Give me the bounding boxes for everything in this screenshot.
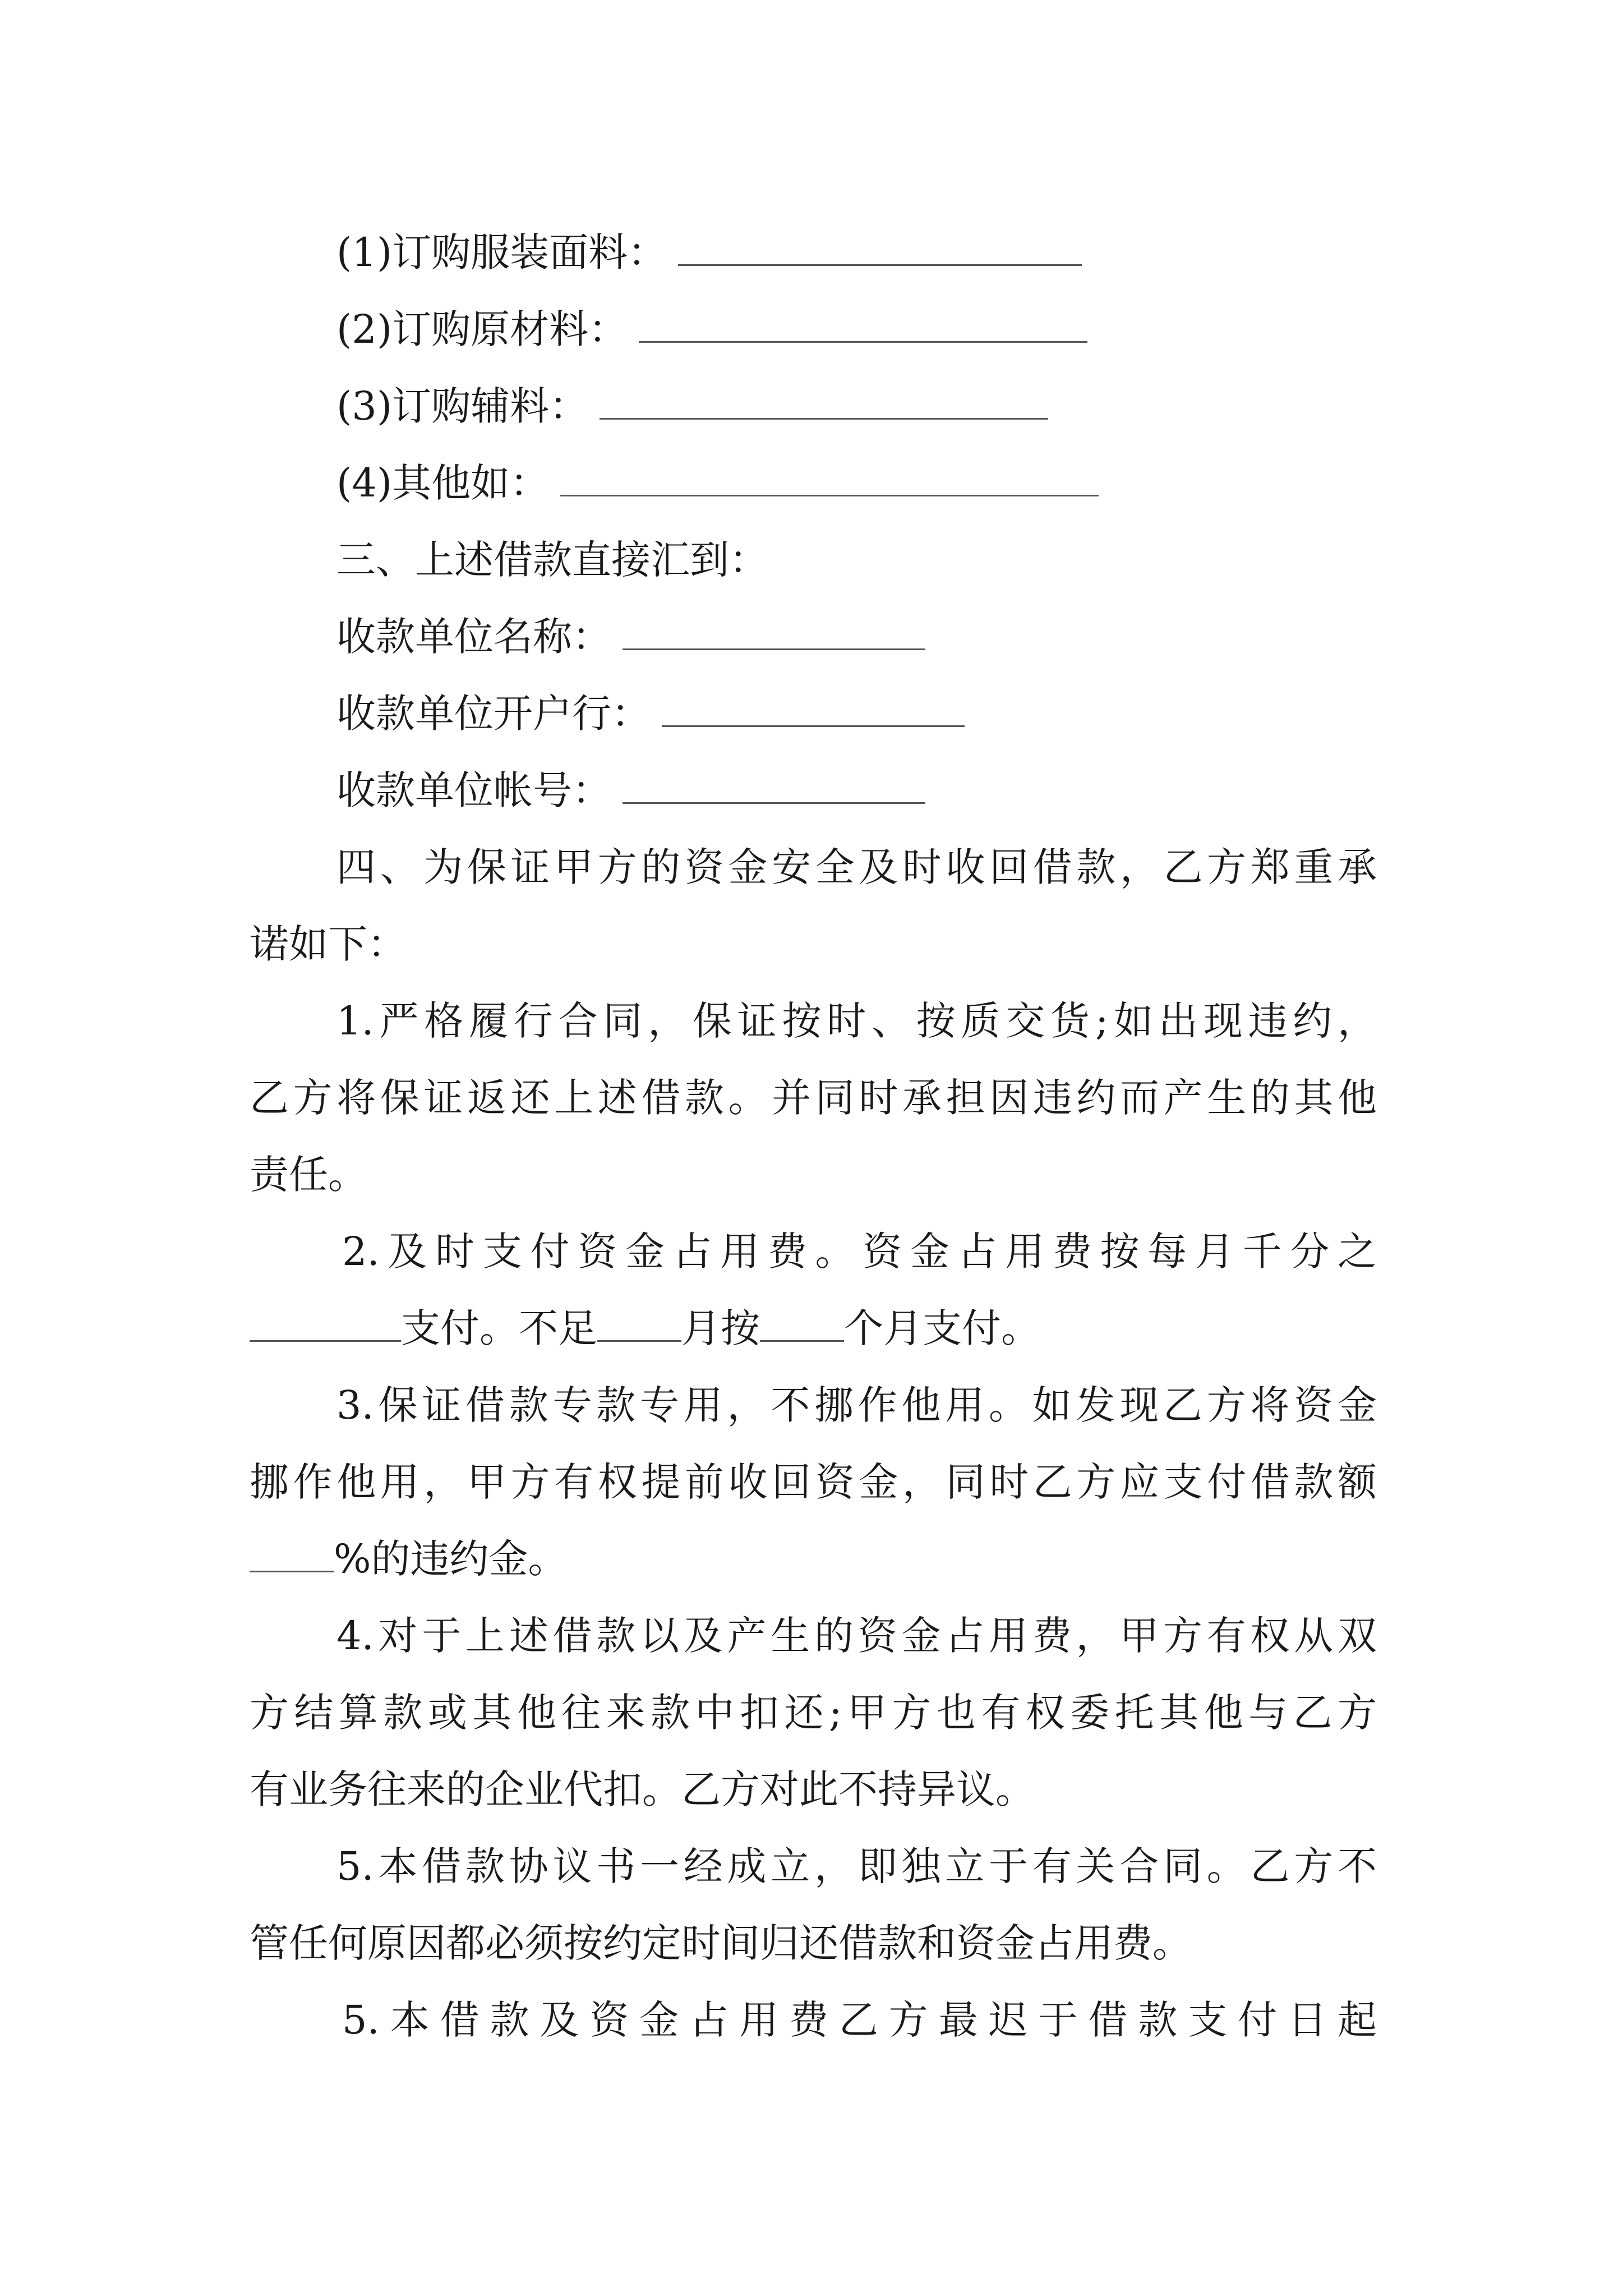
para4-line3: 有业务往来的企业代扣。乙方对此不持异议。 bbox=[250, 1766, 1035, 1812]
payee-name bbox=[336, 609, 925, 665]
section4-intro-line1: 四、为保证甲方的资金安全及时收回借款，乙方郑重承 bbox=[336, 844, 1377, 890]
penalty-percent-blank bbox=[250, 1531, 334, 1572]
payee-bank-blank bbox=[662, 686, 965, 727]
item-accessories-label: (3)订购辅料： bbox=[336, 383, 589, 429]
section4-intro-line2: 诺如下： bbox=[250, 921, 407, 967]
item-accessories-blank bbox=[600, 379, 1048, 420]
para5-line2: 管任何原因都必须按约定时间归还借款和资金占用费。 bbox=[250, 1920, 1192, 1966]
para4-line1: 4.对于上述借款以及产生的资金占用费，甲方有权从双 bbox=[336, 1613, 1377, 1659]
para3-line1: 3.保证借款专款专用，不挪作他用。如发现乙方将资金 bbox=[336, 1382, 1377, 1428]
para3-line3 bbox=[250, 1531, 568, 1587]
payee-account-label: 收款单位帐号： bbox=[336, 767, 611, 813]
item-raw-material-blank bbox=[639, 302, 1087, 343]
payee-name-label: 收款单位名称： bbox=[336, 614, 611, 660]
months-blank bbox=[760, 1301, 844, 1342]
item-fabric bbox=[336, 224, 1082, 280]
para2-line1: 2.及时支付资金占用费。资金占用费按每月千分之 bbox=[342, 1228, 1377, 1274]
para4-line2: 方结算款或其他往来款中扣还;甲方也有权委托其他与乙方 bbox=[250, 1690, 1377, 1736]
para1-line2: 乙方将保证返还上述借款。并同时承担因违约而产生的其他 bbox=[250, 1075, 1377, 1121]
para5-line1: 5.本借款协议书一经成立，即独立于有关合同。乙方不 bbox=[336, 1843, 1377, 1889]
payee-name-blank bbox=[623, 609, 925, 650]
item-fabric-label: (1)订购服装面料： bbox=[336, 229, 667, 275]
para2-text-a: 支付。不足 bbox=[401, 1305, 597, 1351]
item-other-label: (4)其他如： bbox=[336, 460, 550, 506]
para2-line2 bbox=[250, 1300, 1040, 1356]
item-other-blank bbox=[560, 455, 1099, 496]
para3-line2: 挪作他用，甲方有权提前收回资金，同时乙方应支付借款额 bbox=[250, 1459, 1377, 1505]
para6-line1: 5.本借款及资金占用费乙方最迟于借款支付日起 bbox=[342, 1997, 1377, 2043]
item-raw-material bbox=[336, 301, 1087, 357]
payee-bank bbox=[336, 685, 965, 742]
payee-account-blank bbox=[623, 763, 925, 804]
para2-text-c: 个月支付。 bbox=[844, 1305, 1040, 1351]
para2-text-b: 月按 bbox=[681, 1305, 760, 1351]
para1-line1: 1.严格履行合同，保证按时、按质交货;如出现违约， bbox=[336, 998, 1377, 1044]
section3-heading: 三、上述借款直接汇到： bbox=[336, 537, 768, 583]
rate-blank bbox=[250, 1301, 401, 1342]
item-fabric-blank bbox=[678, 225, 1082, 266]
item-other bbox=[336, 455, 1099, 511]
payee-bank-label: 收款单位开户行： bbox=[336, 691, 651, 737]
item-raw-material-label: (2)订购原材料： bbox=[336, 306, 628, 352]
payee-account bbox=[336, 762, 925, 818]
para3-line3-text: %的违约金。 bbox=[334, 1536, 568, 1582]
days-blank bbox=[597, 1301, 681, 1342]
item-accessories bbox=[336, 378, 1048, 434]
para1-line3: 责任。 bbox=[250, 1152, 367, 1198]
